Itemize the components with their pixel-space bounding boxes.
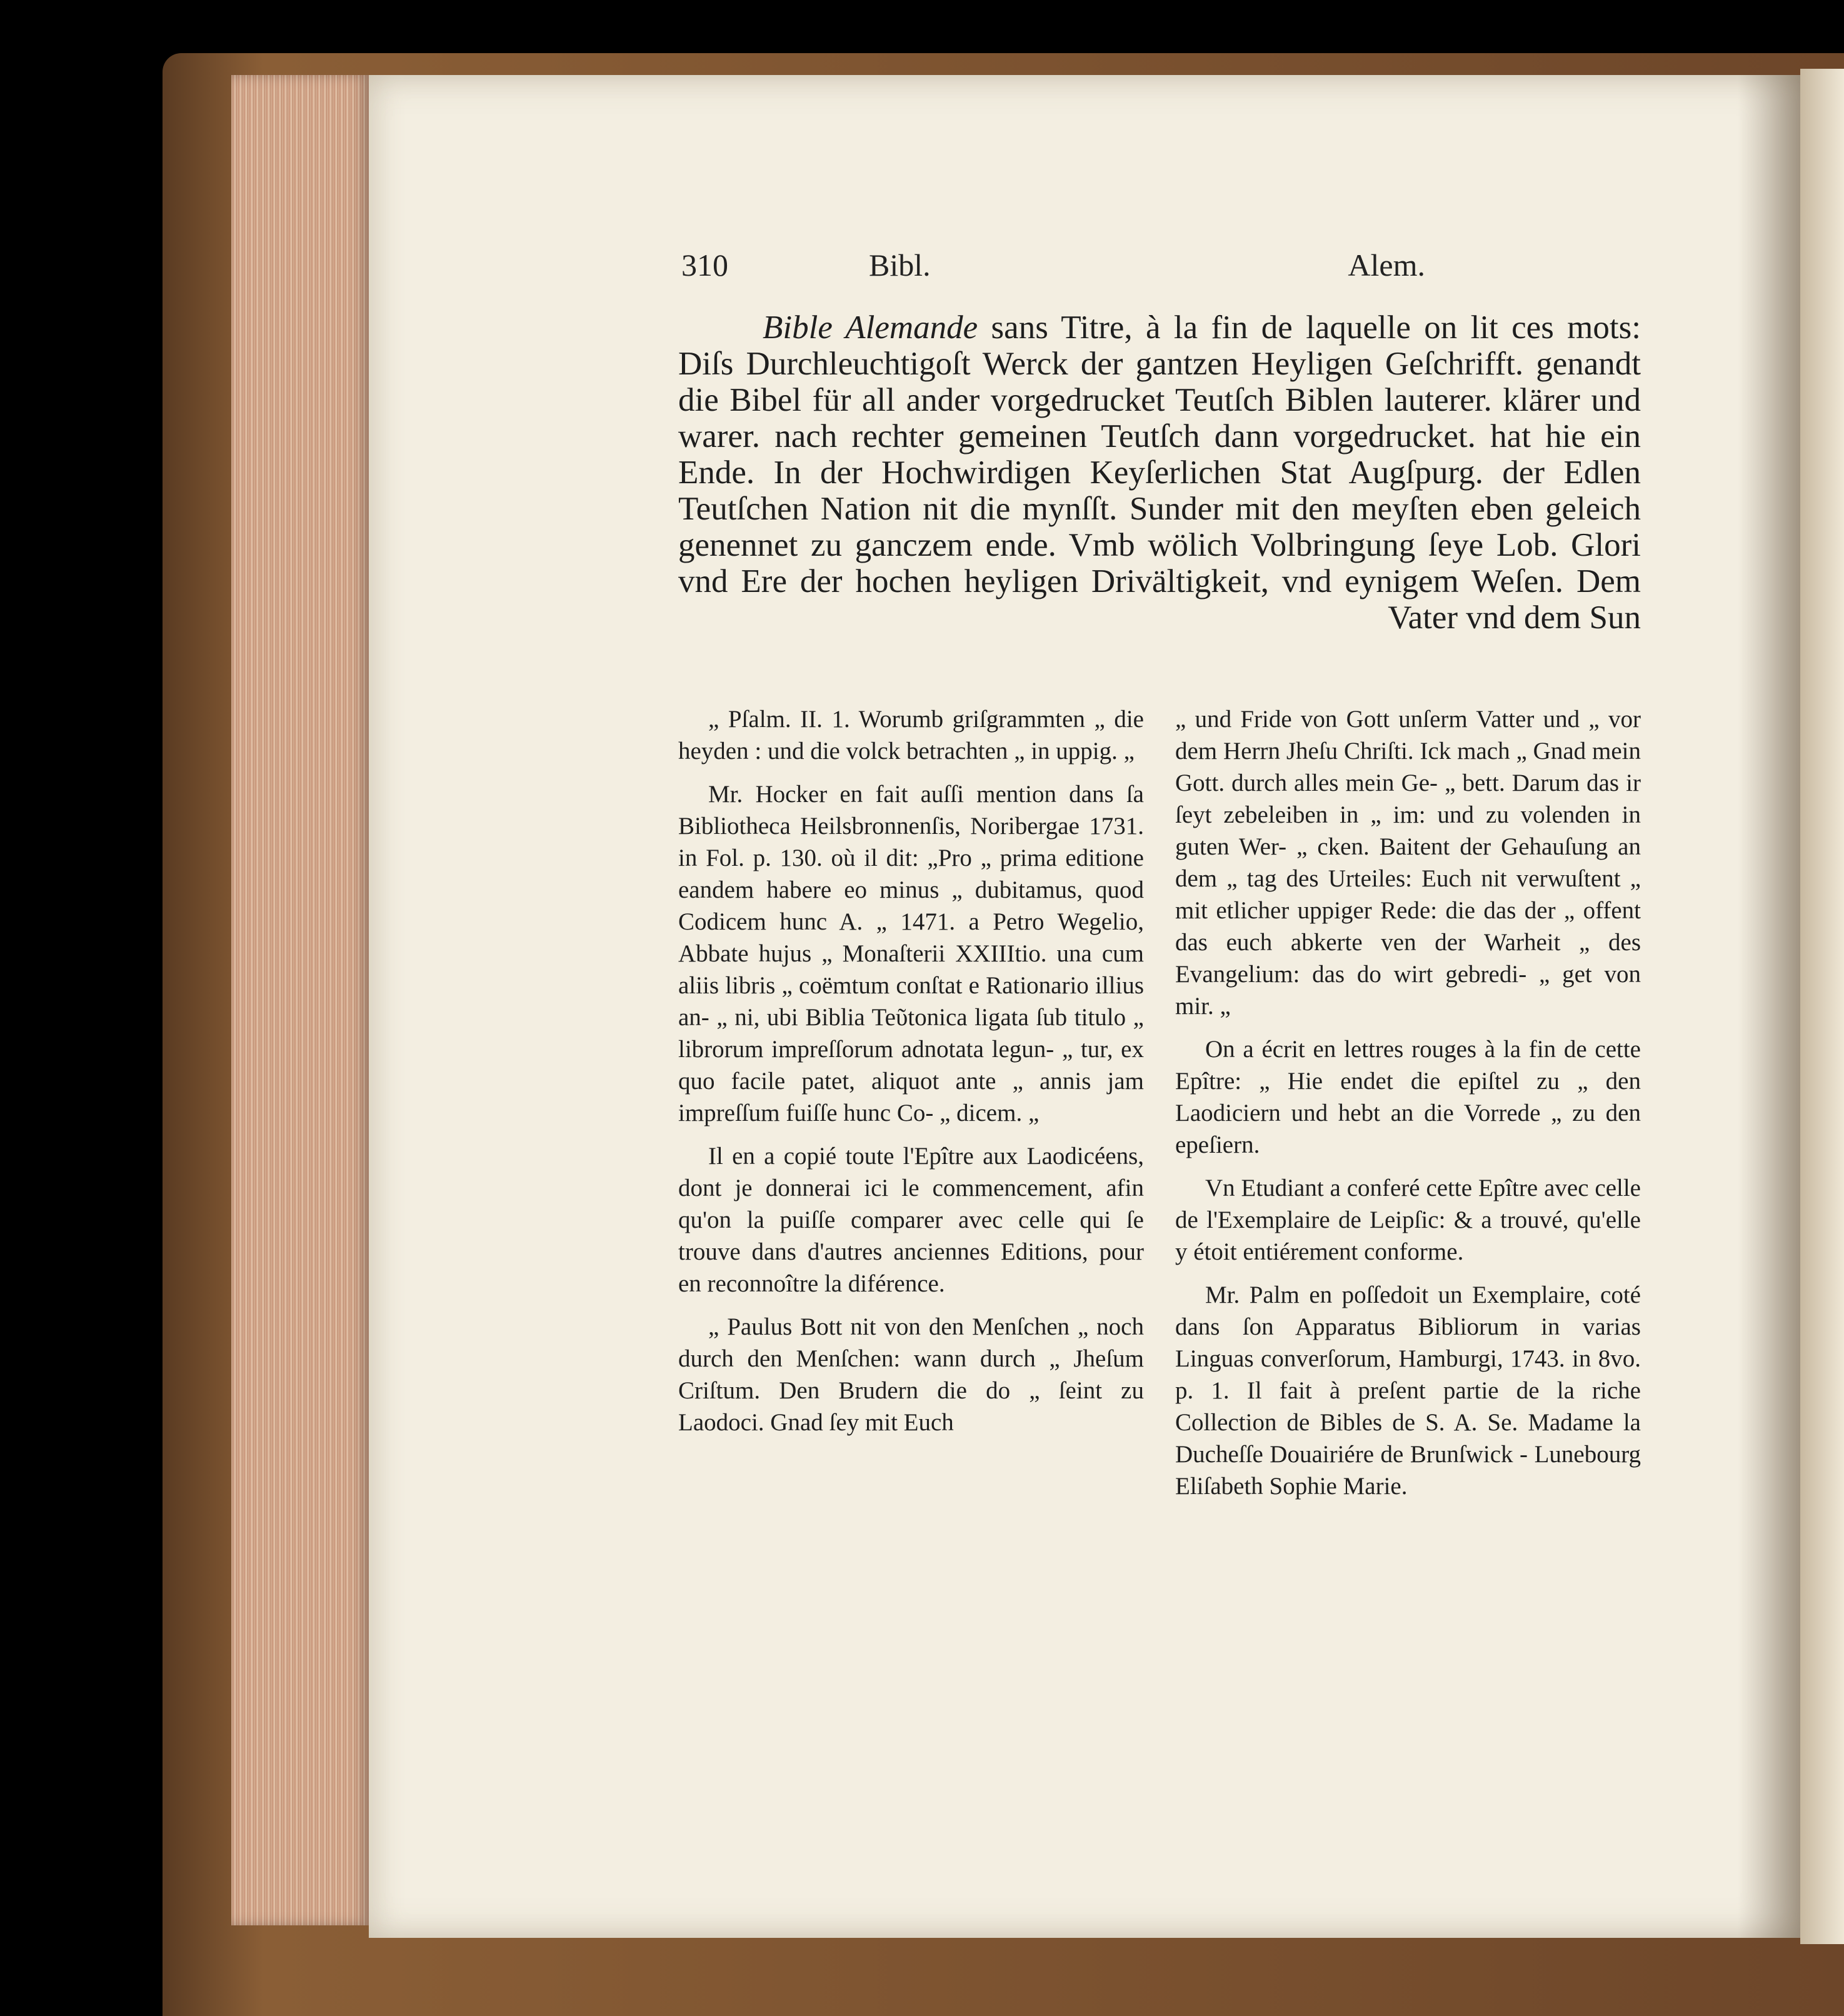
epistle-continuation: „ und Fride von Gott unſerm Vatter und „ vor dem Herrn Jheſu Chriſti. Ick mach „ Gnad mein Gott. durch alles mein Ge- „ bett. Darum das ir ſeyt zebeleiben in „ im: und zu volenden in guten Wer- „ cken. Baitent der Gehauſung an dem „ tag des Urteiles: Euch nit verwuſtent „ mit etlicher uppiger Rede: die das der „ offent das euch abkerte ven der Warheit „ des Evangelium: das do wirt gebredi- „ get von mir. „ <box>1175 706 1641 1020</box>
facing-page-edge <box>1800 69 1844 1944</box>
right-column <box>1175 703 1641 1513</box>
intro-text: sans Titre, à la fin de laquelle on lit ces mots: Diſs Durchleuchtigoſt Werck der gantzen Heyligen Geſchrifft. genandt die Bibel für all ander vorgedrucket Teutſch Biblen lauterer. klärer und warer. nach rechter gemeinen Teutſch dann vorgedrucket. hat hie ein Ende. In der Hochwirdigen Keyſerlichen Stat Augſpurg. der Edlen Teutſchen Nation nit die mynſſt. Sunder mit den meyſten eben geleich genennet zu ganczem ende. Vmb wölich Volbringung ſeye Lob. Glori vnd Ere der hochen heyligen Drivältigkeit, vnd eynigem Weſen. Dem Vater vnd dem Sun <box>678 309 1641 636</box>
laodiceans-paragraph: Il en a copié toute l'Epître aux Laodicéens, dont je donnerai ici le commencement, afin qu'on la puiſſe comparer avec celle qui ſe trouve dans d'autres anciennes Editions, pour en reconnoître la diférence. <box>678 1143 1144 1297</box>
intro-paragraph <box>678 309 1641 636</box>
red-letters-paragraph: On a écrit en lettres rouges à la fin de cette Epître: „ Hie endet die epiſtel zu „ den Laodiciern und hebt an die Vorrede „ zu den epeſiern. <box>1175 1036 1641 1158</box>
paulus-quote: „ Paulus Bott nit von den Menſchen „ noch durch den Menſchen: wann durch „ Jheſum Criſtum. Den Brudern die do „ ſeint zu Laodoci. Gnad ſey mit Euch <box>678 1313 1144 1436</box>
running-head-center: Bibl. <box>869 248 931 283</box>
page-gutter-shadow <box>1738 75 1800 1938</box>
left-column <box>678 703 1144 1450</box>
running-head-right: Alem. <box>1348 248 1425 283</box>
palm-paragraph: Mr. Palm en poſſedoit un Exemplaire, coté dans ſon Apparatus Bibliorum in varias Linguas converſorum, Hamburgi, 1743. in 8vo. p. 1. Il fait à preſent partie de la riche Collection de Bibles de S. A. Se. Madame la Ducheſſe Douairiére de Brunſwick - Lunebourg Eliſabeth Sophie Marie. <box>1175 1281 1641 1500</box>
psalm-quote: „ Pſalm. II. 1. Worumb griſgrammten „ die heyden : und die volck betrachten „ in uppig. „ <box>678 706 1144 765</box>
hocker-paragraph: Mr. Hocker en fait auſſi mention dans ſa Bibliotheca Heilsbronnenſis, Noribergae 1731. in Fol. p. 130. où il dit: „Pro „ prima editione eandem habere eo minus „ dubitamus, quod Codicem hunc A. „ 1471. a Petro Wegelio, Abbate hujus „ Monaſterii XXIIItio. una cum aliis libris „ coëmtum conſtat e Rationario illius an- „ ni, ubi Biblia Teῦtonica ligata ſub titulo „ librorum impreſſorum adnotata legun- „ tur, ex quo facile patet, aliquot ante „ annis jam impreſſum fuiſſe hunc Co- „ dicem. „ <box>678 781 1144 1126</box>
student-paragraph: Vn Etudiant a conferé cette Epître avec celle de l'Exemplaire de Leipſic: & a trouvé, qu'elle y étoit entiérement conforme. <box>1175 1175 1641 1265</box>
page-fore-edge <box>231 75 369 1925</box>
running-head <box>681 247 1425 291</box>
intro-title: Bible Alemande <box>763 309 978 346</box>
page-number: 310 <box>681 248 728 283</box>
